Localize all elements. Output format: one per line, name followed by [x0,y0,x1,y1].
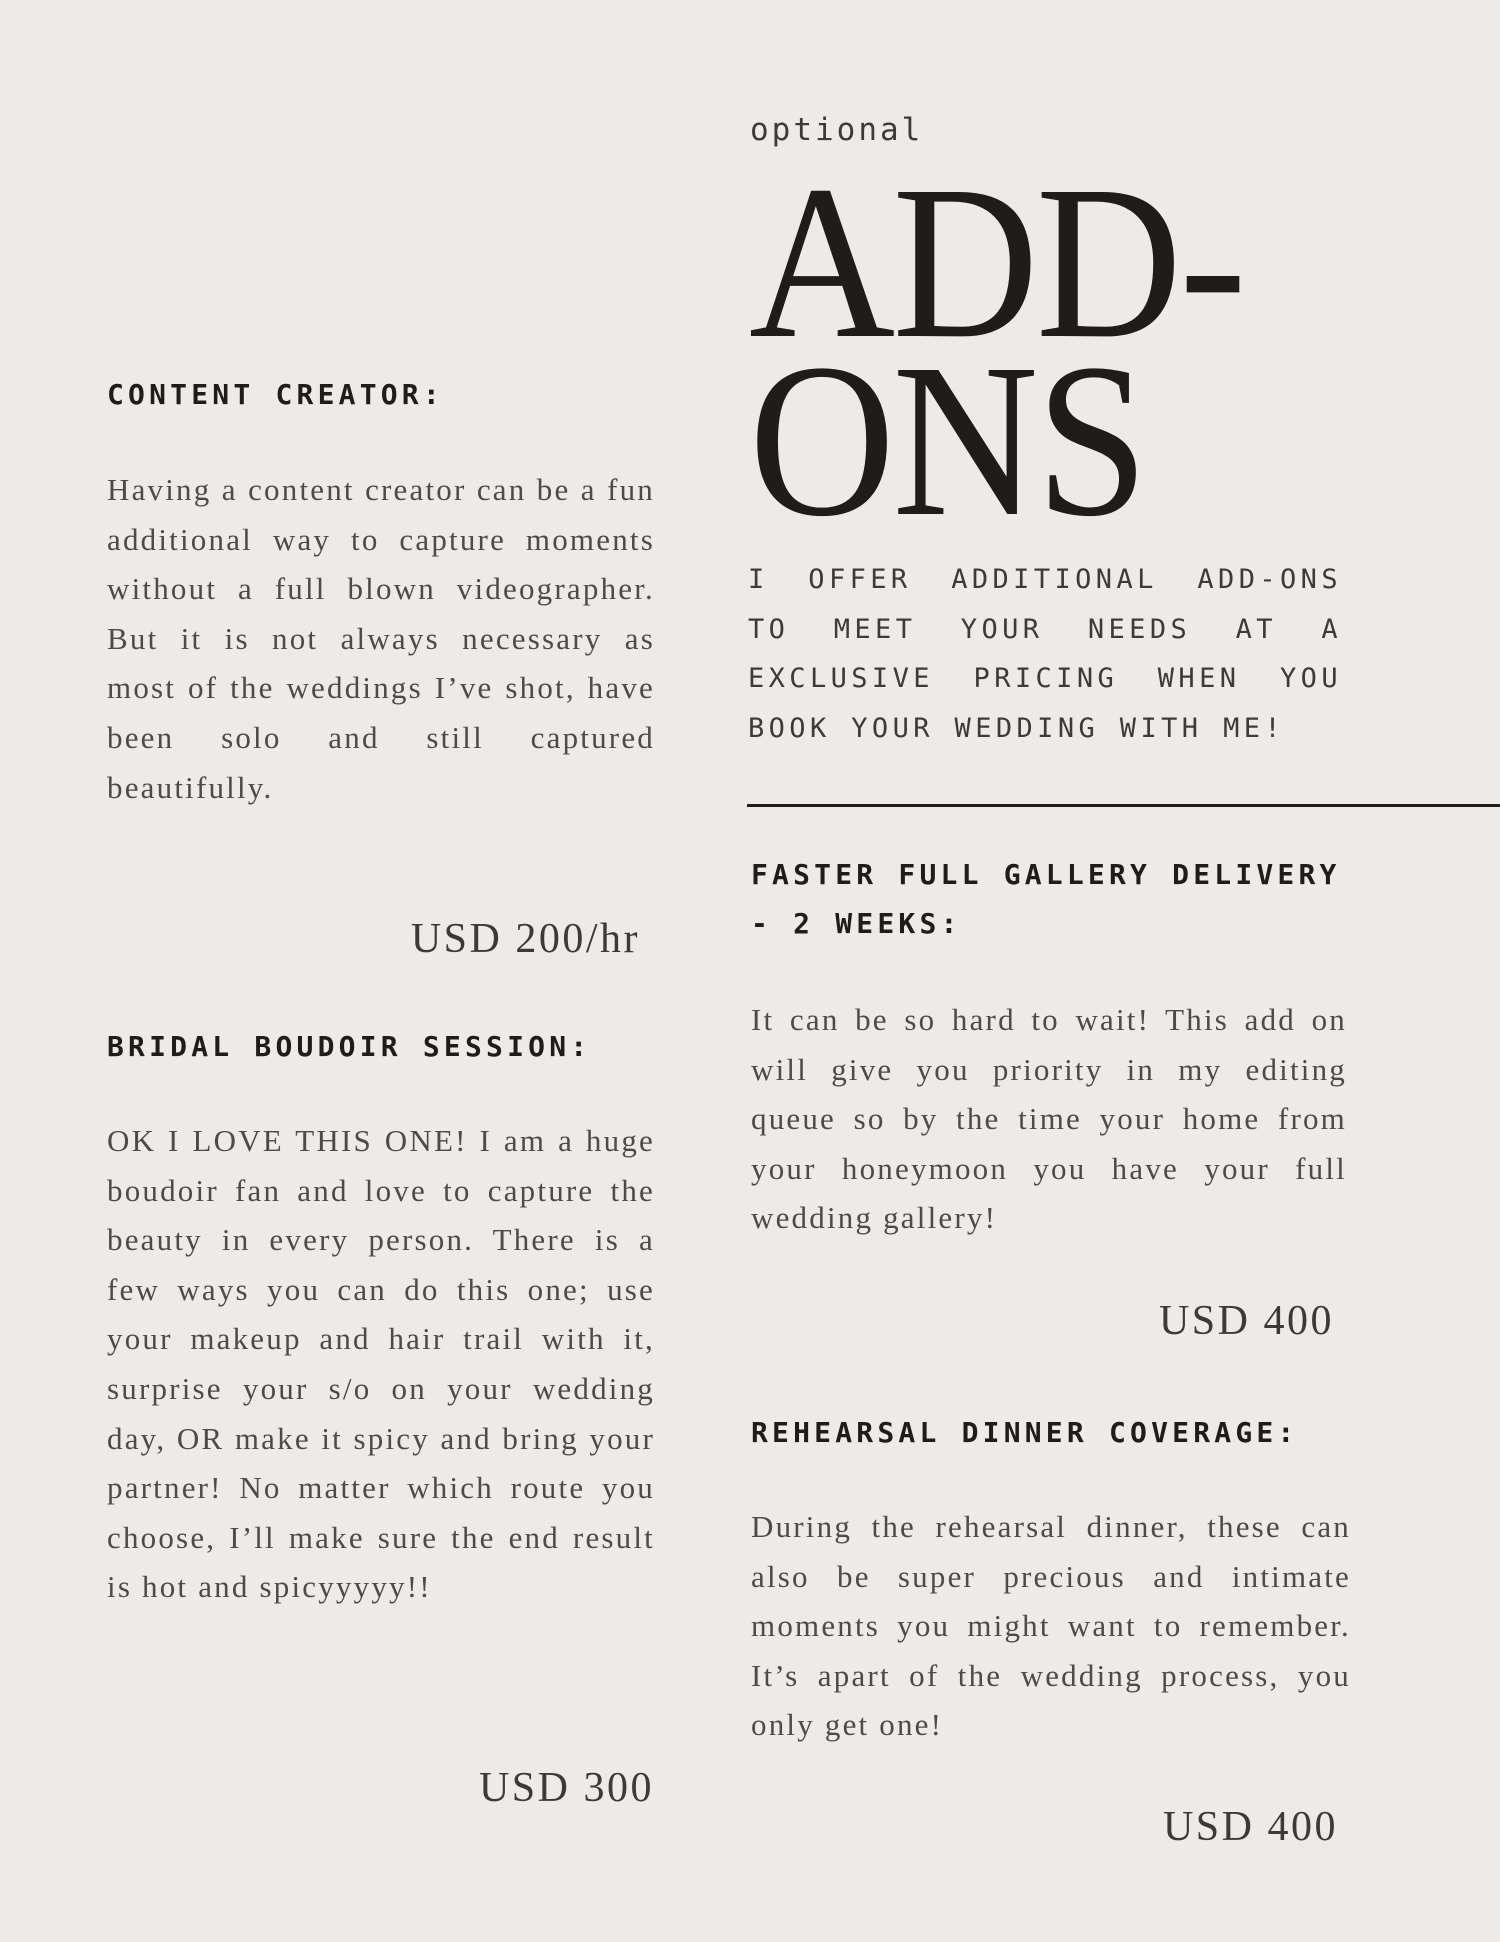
bridal-boudoir-heading: BRIDAL BOUDOIR SESSION: [107,1030,592,1063]
section-divider [747,804,1500,807]
rehearsal-dinner-price: USD 400 [1162,1804,1338,1850]
page-title-line-2: ONS [749,318,1146,562]
page-title-line-1: ADD- [749,140,1244,384]
faster-gallery-description: It can be so hard to wait! This add on will give you priority in my editing queue so by the time your home from your honeymoon you have your full wedding gallery! [751,1002,1347,1236]
content-creator-heading: CONTENT CREATOR: [107,378,444,411]
intro-text: I OFFER ADDITIONAL ADD-ONS TO MEET YOUR NEEDS AT A EXCLUSIVE PRICING WHEN YOU BOOK YOUR WEDDING WITH ME! [748,564,1342,744]
content-creator-price: USD 200/hr [410,916,640,962]
rehearsal-dinner-heading: REHEARSAL DINNER COVERAGE: [751,1416,1299,1449]
faster-gallery-price: USD 400 [1158,1298,1334,1344]
rehearsal-dinner-description: During the rehearsal dinner, these can also be super precious and intimate moments you might want to remember. It’s apart of the wedding process, you only get one! [751,1509,1351,1743]
faster-gallery-heading: FASTER FULL GALLERY DELIVERY - 2 WEEKS: [751,858,1341,940]
optional-label: optional [750,112,924,148]
bridal-boudoir-description: OK I LOVE THIS ONE! I am a huge boudoir fan and love to capture the beauty in every person. There is a few ways you can do this one; use your makeup and hair trail with it, surprise your s/o on your wedding day, OR make it spicy and bring your partner! No matter which route you choose, I’ll make sure the end result is hot and spicyyyyy!! [107,1123,655,1605]
bridal-boudoir-price: USD 300 [478,1765,654,1811]
content-creator-description: Having a content creator can be a fun additional way to capture moments without a full blown videographer. But it is not always necessary as most of the weddings I’ve shot, have been solo and still captured beautifully. [107,472,655,805]
